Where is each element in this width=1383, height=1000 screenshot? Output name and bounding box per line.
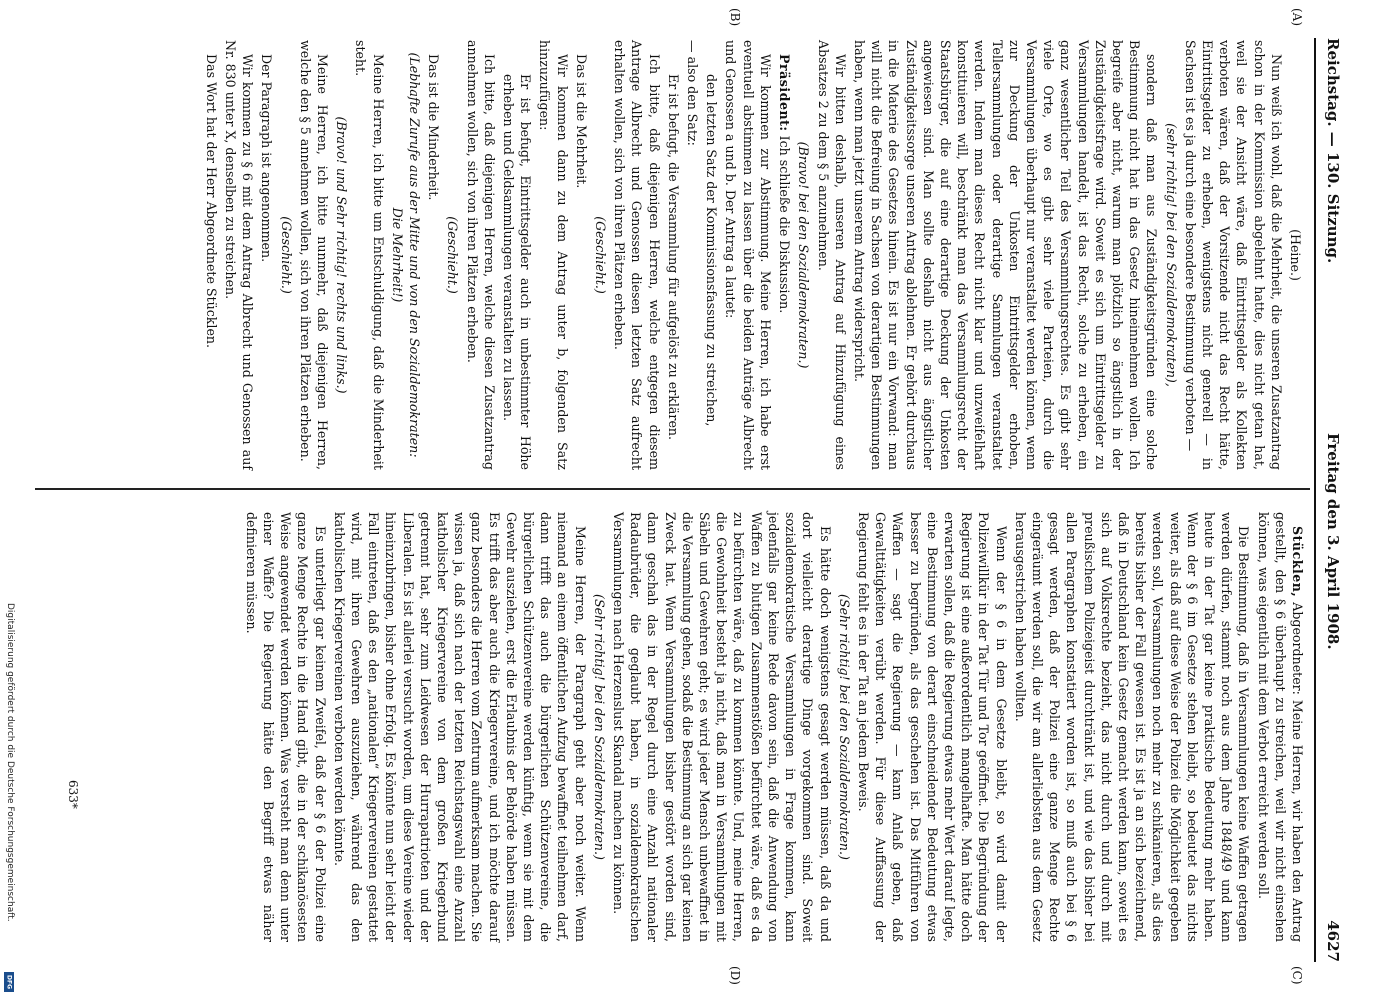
interjection: (Geschieht.): [278, 216, 294, 294]
speaker-name: Präsident:: [777, 54, 793, 132]
paragraph: Wir kommen dann zu dem Antrag unter b, folgenden Satz hinzuzufügen:: [537, 40, 570, 470]
paragraph: sondern daß man aus Zuständigkeitsgründen eine solche Bestimmung nicht hat in das Gesetz hineinnehmen wollen. Ich begreife aber nicht, warum man plötzlich so ängstlich in der Zuständigkeitsfrage wird. Soweit es sich um Eintrittsgelder zu Versammlungen handelt, ist das Recht, solche zu erheben, ein ganz wesentlicher Teil des Versammlungsrechtes. Es gibt sehr viele Orte, wo es gibt sehr viele Parteien, durch die Versammlungen überhaupt nur veranstaltet werden können, wenn zur Deckung der Unkosten Eintrittsgelder erhoben, Tellersammlungen oder derartige Sammlungen veranstaltet werden. Indem man dieses Recht nicht klar und unzweifelhaft konstituieren will, beschränkt man das Versammlungsrecht der Staatsbürger, die auf eine derartige Deckung der Unkosten angewiesen sind. Man sollte deshalb nicht aus ängstlicher Zuständigkeitssorge unseren Antrag ablehnen. Er gehört durchaus in die Materie des Gesetzes hinein. Es ist nur ein Vorwand: man will nicht die Befreiung in Sachsen von derartigen Bestimmungen haben, wenn man jetzt unserem Antrag widerspricht.: [851, 40, 1160, 470]
speech-text: Abgeordneter: Meine Herren, wir haben den Antrag gestellt, den § 6 überhaupt zu streichen, weil wir nicht einsehen können, was eigentlich mit dem Verbot erreicht werden soll.: [1255, 512, 1305, 943]
speech-text: Ich schließe die Diskussion.: [777, 135, 793, 314]
left-column: [201, 40, 1306, 470]
header-left: Reichstag. — 130. Sitzung.: [1324, 38, 1342, 264]
page-content: [22, 0, 1350, 1000]
paragraph: Ich bitte, daß diejenigen Herren, welche diesen Zusatzantrag annehmen wollen, sich von ihren Plätzen erheben.: [464, 40, 497, 470]
paragraph: Das Wort hat der Herr Abgeordnete Stücklen.: [203, 54, 219, 349]
interjection: (Lebhafte Zurufe aus der Mitte und von den Sozialdemokraten: Die Mehrheit!): [389, 52, 423, 458]
paragraph: Es unterliegt gar keinem Zweifel, daß der § 6 der Polizei eine ganze Menge Rechte in die Hand gibt, die in der schikanösesten Weise angewendet werden können. Was versteht man denn unter einer Waffe? Die Regierung hätte den Begriff etwas näher definieren müssen.: [243, 512, 328, 942]
quoted-motion: den letzten Satz der Kommissionsfassung zu streichen,: [704, 74, 720, 427]
running-head: [1318, 38, 1344, 962]
scanned-page: [22, 0, 1383, 1000]
interjection: (Geschieht.): [445, 216, 461, 294]
page-number: 4627: [1324, 920, 1342, 962]
speaker-name: Stücklen,: [1290, 526, 1305, 598]
interjection: (sehr richtig! bei den Sozialdemokraten),: [1163, 123, 1179, 387]
digitization-notice: Digitalisierung gefördert durch die Deutsche Forschungsgemeinschaft.: [5, 603, 15, 922]
paragraph: Die Bestimmung, daß in Versammlungen keine Waffen getragen werden dürfen, stammt noch aus dem Jahre 1848/49 und kann heute in der Tat gar keine praktische Bedeutung mehr haben. Wenn der § 6 im Gesetze stehen bleibt, so bedeutet das nichts weiter, als daß auf diese Weise der Polizei die Möglichkeit gegeben werden soll, Versammlungen noch mehr zu schikanieren, als dies bereits bisher der Fall gewesen ist. Es ist ja an sich bezeichnend, daß in Deutschland kein Gesetz gemacht werden kann, soweit es sich auf Volksrechte bezieht, das nicht durch und durch mit preußischem Polizeigeist durchtränkt ist, und wie das bisher bei allen Paragraphen konstatiert worden ist, so muß auch bei § 6 gesagt werden, daß der Polizei eine ganze Menge Rechte eingeräumt werden soll, die wir am allerliebsten aus dem Gesetz herausgestrichen haben wollten.: [1012, 512, 1252, 942]
paragraph: Das ist die Mehrheit.: [573, 54, 589, 189]
interjection: (Sehr richtig! bei den Sozialdemokraten.): [591, 594, 607, 860]
side-strip: [0, 0, 18, 1000]
margin-mark-b: (B): [728, 8, 742, 27]
paragraph: Es hätte doch wenigstens gesagt werden müssen, daß da und dort vielleicht derartige Dinge vorgekommen sind. Soweit sozialdemokratische Versammlungen in Frage kommen, kann jedenfalls gar keine Rede davon sein, daß die Anwendung von Waffen zu blutigen Zusammenstößen befürchtet wäre, daß es da zu befürchten wäre, daß zu kommen könnte. Und, meine Herren, die Gewohnheit besteht ja nicht, daß man in Versammlungen mit Säbeln und Gewehren geht; es wird jeder Mensch unbewaffnet in die Versammlung gehen, sodaß die Bestimmung an sich gar keinen Zweck hat. Wenn Versammlungen bisher gestört worden sind, dann geschah das in der Regel durch eine Anzahl nationaler Radaubrüder, die geglaubt haben, in sozialdemokratischen Versammlungen nach Herzenslust Skandal machen zu können.: [611, 512, 833, 942]
paragraph: Wir kommen zur Abstimmung. Meine Herren, ich habe erst eventuell abstimmen zu lassen über die beiden Anträge Albrecht und Genossen a und b. Der Antrag a lautet:: [723, 40, 773, 470]
paragraph: Ich bitte, daß diejenigen Herren, welche entgegen diesem Antrage Albrecht und Genossen diesen letzten Satz aufrecht erhalten wollen, sich von ihren Plätzen erheben.: [612, 40, 662, 470]
paragraph: Meine Herren, der Paragraph geht aber noch weiter. Wenn niemand an einem öffentlichen Aufzug bewaffnet teilnehmen darf, dann trifft das auch die bürgerlichen Schützenvereine, die bürgerlichen Schützenvereine werden künftig, wenn sie mit dem Gewehr ausziehen, erst die Erlaubnis der Behörde haben müssen. Es trifft das aber auch die Kriegervereine, und ich möchte darauf ganz besonders die Herren vom Zentrum aufmerksam machen. Sie wissen ja, daß sich nach der letzten Reichstagswahl eine Anzahl katholischer Kriegervereine von dem großen Kriegerbund getrennt hat, sehr zum Leidwesen der Hurrapatrioten und der Liberalen. Es ist allerlei versucht worden, um diese Vereine wieder hineinzubringen, bisher ohne Erfolg. Es könnte nun sehr leicht der Fall eintreten, daß es den „nationalen“ Kriegervereinen gestattet wird, mit ihren Gewehren auszuziehen, während das den katholischen Kriegervereinen verboten werden könnte.: [331, 512, 588, 942]
margin-mark-c: (C): [1290, 966, 1304, 985]
interjection: (Bravo! und Sehr richtig! rechts und links.): [334, 116, 350, 394]
paragraph: — also den Satz:: [685, 40, 701, 146]
header-date: Freitag den 3. April 1908.: [1324, 433, 1342, 650]
interjection: (Sehr richtig! bei den Sozialdemokraten.): [836, 594, 852, 860]
paragraph: Wir bitten deshalb, unseren Antrag auf Hinzufügung eines Absatzes 2 zu dem § 5 anzunehmen.: [815, 40, 848, 470]
speaker-paragraph: [1254, 512, 1306, 942]
quoted-motion: Er ist befugt, die Versammlung für aufgelöst zu erklären.: [665, 74, 681, 441]
paragraph: Nun weiß ich wohl, daß die Mehrheit, die unseren Zusatzantrag schon in der Kommission abgelehnt hatte, dies nicht getan hat, weil sie der Ansicht wäre, daß Eintrittsgelder als Kollekten verboten wären, daß der Vorsitzende nicht das Recht hätte, Eintrittsgelder zu erheben, wenigstens nicht generell — in Sachsen ist es ja durch eine besondere Bestimmung verboten —: [1182, 40, 1284, 470]
header-rule: [1314, 38, 1316, 962]
sheet-signature: 633*: [66, 780, 80, 809]
paragraph: Meine Herren, ich bitte nunmehr, daß diejenigen Herren, welche den § 5 annehmen wollen, sich von ihren Plätzen erheben.: [297, 40, 331, 470]
quoted-motion: Er ist befugt, Eintrittsgelder auch in unbestimmter Höhe erheben und Geldsammlungen veranstalten zu lassen.: [501, 74, 534, 470]
paragraph: Wir kommen zu § 6 mit dem Antrag Albrecht und Genossen auf Nr. 830 unter X, denselben zu streichen.: [223, 40, 256, 470]
dfg-logo-icon: DFG: [4, 972, 14, 992]
speaker-paragraph: [776, 40, 793, 470]
right-column: [241, 512, 1306, 942]
margin-mark-a: (A): [1290, 8, 1304, 27]
paragraph: Der Paragraph ist angenommen.: [259, 54, 275, 263]
paragraph: Wenn der § 6 in dem Gesetze bleibt, so wird damit der Polizeiwillkür in der Tat Tür und Tor geöffnet. Die Begründung der Regierung ist eine außerordentlich mangelhafte. Man hätte doch erwarten sollen, daß die Regierung etwas mehr Wert darauf legte, eine Bestimmung von derart einschneidender Bedeutung etwas besser zu begründen, als das geschehen ist. Das Mitführen von Waffen — sagt die Regierung — kann Anlaß geben, daß Gewalttätigkeiten verübt werden. Für diese Auffassung der Regierung fehlt es in der Tat an jedem Beweis.: [855, 512, 1009, 942]
column-speaker-heading: (Heine.): [1288, 229, 1303, 281]
paragraph: Das ist die Minderheit.: [426, 54, 442, 201]
column-divider: [35, 488, 1310, 490]
margin-mark-d: (D): [728, 966, 742, 985]
interjection: (Bravo! bei den Sozialdemokraten.): [796, 141, 812, 369]
paragraph: Meine Herren, ich bitte um Entschuldigung, daß die Minderheit steht.: [353, 40, 386, 470]
interjection: (Geschieht.): [593, 216, 609, 294]
